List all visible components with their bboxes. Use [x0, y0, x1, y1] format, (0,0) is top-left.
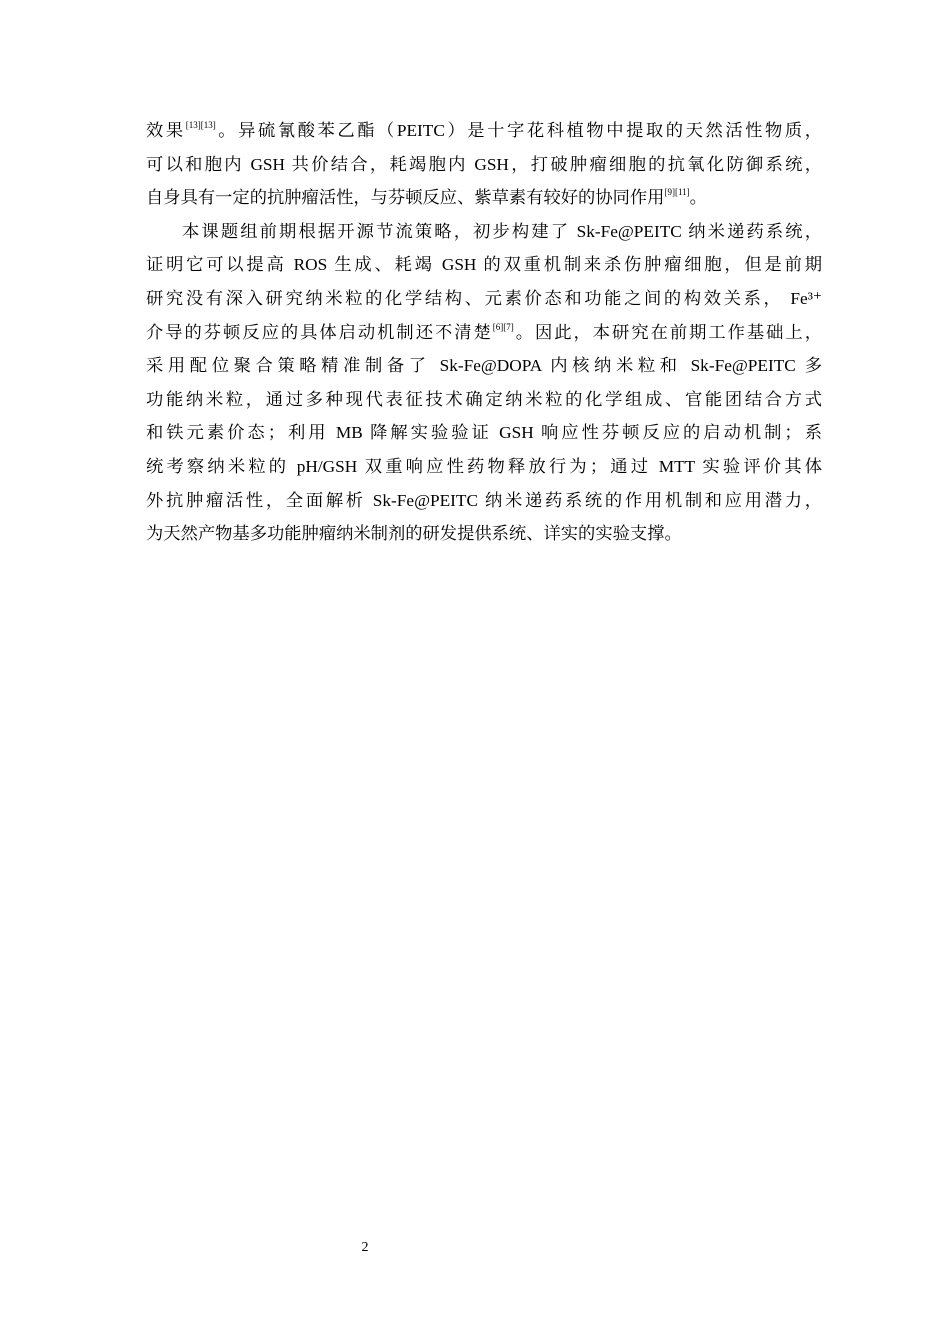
paragraph-2-line-1: 本课题组前期根据开源节流策略，初步构建了 Sk-Fe@PEITC 纳米递药系统，: [182, 221, 822, 241]
paragraph-2-line-5: 采用配位聚合策略精准制备了 Sk-Fe@DOPA 内核纳米粒和 Sk-Fe@PEITC 多: [146, 356, 822, 376]
text-run: 自身具有一定的抗肿瘤活性，与芬顿反应、紫草素有较好的协同作用: [146, 188, 665, 208]
paragraph-2-line-8: 统考察纳米粒的 pH/GSH 双重响应性药物释放行为；通过 MTT 实验评价其体: [146, 456, 822, 476]
citation: [13][13]: [185, 120, 216, 131]
paragraph-1-line-1: [146, 114, 822, 148]
paragraph-1-line-3: [146, 181, 822, 215]
paragraph-2-line-10: 为天然产物基多功能肿瘤纳米制剂的研发提供系统、详实的实验支撑。: [146, 524, 682, 544]
paragraph-2-line-2: 证明它可以提高 ROS 生成、耗竭 GSH 的双重机制来杀伤肿瘤细胞，但是前期: [146, 255, 822, 275]
text-run: 。: [689, 188, 707, 208]
paragraph-2-line-6: 功能纳米粒，通过多种现代表征技术确定纳米粒的化学组成、官能团结合方式: [146, 389, 822, 409]
paragraph-2-line-4: [146, 316, 822, 350]
citation: [9][11]: [664, 187, 690, 198]
paragraph-2-line-3: 研究没有深入研究纳米粒的化学结构、元素价态和功能之间的构效关系， Fe³⁺: [146, 288, 822, 308]
paragraph-2-line-7: 和铁元素价态；利用 MB 降解实验验证 GSH 响应性芬顿反应的启动机制；系: [146, 423, 822, 443]
body-text: [146, 114, 822, 551]
text-run: 。因此，本研究在前期工作基础上，: [513, 322, 822, 342]
paragraph-1-line-2: 可以和胞内 GSH 共价结合，耗竭胞内 GSH，打破肿瘤细胞的抗氧化防御系统，: [146, 154, 822, 174]
paragraph-2-line-9: 外抗肿瘤活性，全面解析 Sk-Fe@PEITC 纳米递药系统的作用机制和应用潜力，: [146, 490, 822, 510]
text-run: 。异硫氰酸苯乙酯（PEITC）是十字花科植物中提取的天然活性物质，: [215, 121, 822, 140]
page-number: 2: [361, 1240, 369, 1255]
text-run: 效果: [146, 121, 186, 140]
text-run: 介导的芬顿反应的具体启动机制还不清楚: [146, 322, 493, 342]
citation: [6][7]: [492, 321, 514, 332]
